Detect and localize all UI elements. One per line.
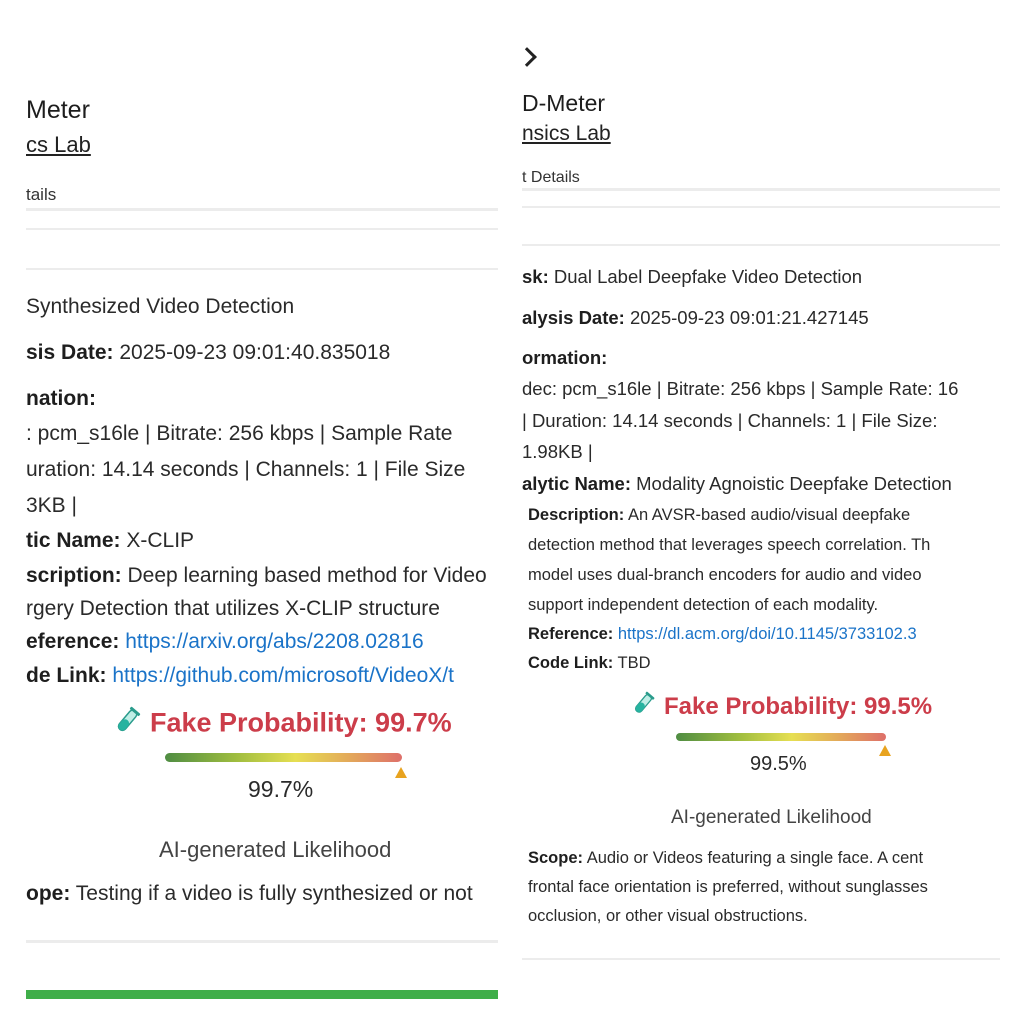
scope-line: occlusion, or other visual obstructions. [528,907,808,925]
analysis-date-label: sis Date: [26,341,114,364]
information-heading: nation: [26,387,96,410]
scope-label: ope: [26,882,71,905]
probability-marker [879,745,891,756]
probability-value: 99.5% [750,753,807,775]
description-value: An AVSR-based audio/visual deepfake [624,506,911,524]
fake-probability-label: Fake Probability: 99.7% [150,707,452,738]
app-title: D-Meter [522,90,606,116]
code-link-label: Code Link: [528,654,614,672]
details-tab[interactable]: t Details [522,169,580,186]
description-row [528,500,910,530]
analysis-date-label: alysis Date: [522,307,625,328]
likelihood-label: AI-generated Likelihood [159,837,392,862]
analysis-date-row [26,341,390,365]
probability-value: 99.7% [248,776,314,802]
chevron-right-icon[interactable] [518,47,537,67]
divider [522,958,1000,960]
info-line: dec: pcm_s16le | Bitrate: 256 kbps | Sample Rate: 16 [522,378,959,399]
description-line: support independent detection of each modality. [528,596,879,614]
analytic-name-row [26,529,194,553]
progress-bar [26,990,498,999]
fake-probability-heading [630,691,932,724]
analysis-date-value: 2025-09-23 09:01:40.835018 [113,341,391,364]
scope-row [528,843,923,873]
info-line: 1.98KB | [522,441,593,462]
code-link[interactable]: https://github.com/microsoft/VideoX/t [106,664,454,687]
details-tab[interactable]: tails [26,185,57,204]
task-value: Dual Label Deepfake Video Detection [548,266,863,287]
task-value: Synthesized Video Detection [26,295,295,318]
information-heading: ormation: [522,347,608,368]
probability-gradient-bar [165,753,402,762]
lab-link[interactable]: cs Lab [26,132,91,157]
scope-value: Audio or Videos featuring a single face. A cent [583,849,924,867]
divider [26,940,498,943]
reference-label: Reference: [528,625,614,643]
test-tube-icon [630,691,656,724]
code-link-label: de Link: [26,664,107,687]
code-link-row [528,648,651,678]
description-value: Deep learning based method for Video [121,564,487,587]
description-line: detection method that leverages speech correlation. Th [528,536,931,554]
analysis-date-row [522,307,869,329]
info-line: uration: 14.14 seconds | Channels: 1 | File Size [26,458,466,481]
divider [26,228,498,230]
code-link-value: TBD [613,654,651,672]
reference-row [26,630,424,654]
divider [522,188,1000,191]
reference-row [528,619,917,649]
left-result-panel [0,0,500,1024]
lab-link[interactable]: nsics Lab [522,122,611,145]
scope-value: Testing if a video is fully synthesized or not [70,882,473,905]
divider [26,208,498,211]
code-link-row [26,664,454,688]
fake-probability-heading [112,706,452,743]
fake-probability-label: Fake Probability: 99.5% [664,692,933,720]
task-row [522,266,862,288]
analytic-name-label: alytic Name: [522,473,631,494]
info-line: : pcm_s16le | Bitrate: 256 kbps | Sample Rate [26,422,453,445]
right-result-panel [518,0,1000,1024]
info-line: | Duration: 14.14 seconds | Channels: 1 | File Size: [522,410,938,431]
likelihood-label: AI-generated Likelihood [671,807,872,828]
probability-marker [395,767,407,778]
description-line: rgery Detection that utilizes X-CLIP structure [26,597,440,620]
test-tube-icon [112,706,142,743]
scope-line: frontal face orientation is preferred, without sunglasses [528,878,928,896]
description-label: Description: [528,506,625,524]
description-line: model uses dual-branch encoders for audio and video [528,566,922,584]
task-label: sk: [522,266,549,287]
app-title: Meter [26,96,90,124]
divider [522,206,1000,208]
analytic-name-value: Modality Agnoistic Deepfake Detection [631,473,952,494]
info-line: 3KB | [26,494,77,517]
scope-row [26,882,473,906]
description-label: scription: [26,564,122,587]
description-row [26,564,487,588]
analytic-name-row [522,473,952,495]
analysis-date-value: 2025-09-23 09:01:21.427145 [624,307,869,328]
analytic-name-label: tic Name: [26,529,121,552]
reference-label: eference: [26,630,120,653]
reference-link[interactable]: https://arxiv.org/abs/2208.02816 [119,630,424,653]
divider [522,244,1000,246]
divider [26,268,498,270]
scope-label: Scope: [528,849,584,867]
probability-gradient-bar [676,733,886,741]
reference-link[interactable]: https://dl.acm.org/doi/10.1145/3733102.3 [613,625,917,643]
analytic-name-value: X-CLIP [120,529,195,552]
